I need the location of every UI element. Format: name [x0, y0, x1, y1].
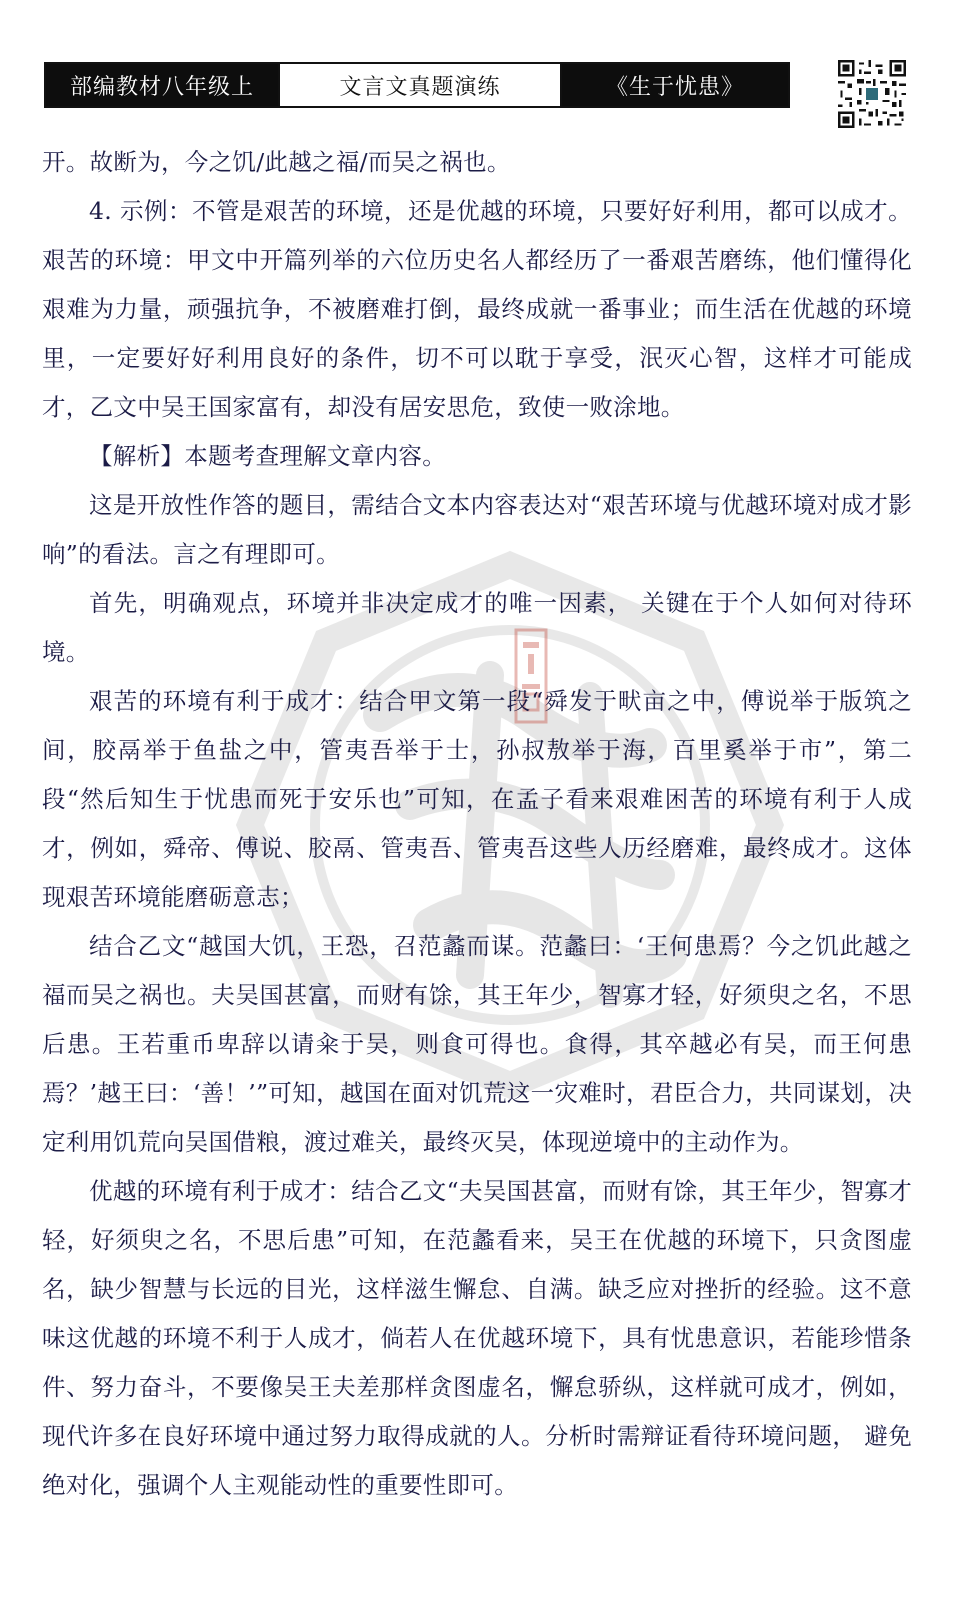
paragraph-open-question: 这是开放性作答的题目，需结合文本内容表达对“艰苦环境与优越环境对成才影响”的看法。言之有理即可。 [42, 491, 912, 568]
answer-content [42, 138, 912, 1510]
paragraph-analysis-heading: 【解析】本题考查理解文章内容。 [89, 442, 446, 470]
paragraph-continuation: 开。故断为，今之饥/此越之福/而吴之祸也。 [42, 148, 511, 176]
qr-code-icon [838, 60, 906, 128]
page-header [44, 62, 790, 108]
paragraph-first-point: 首先，明确观点，环境并非决定成才的唯一因素， 关键在于个人如何对待环境。 [42, 589, 912, 666]
header-textbook: 部编教材八年级上 [46, 64, 278, 106]
header-section: 文言文真题演练 [278, 64, 562, 106]
paragraph-comfort: 优越的环境有利于成才：结合乙文“夫吴国甚富，而财有馀，其王年少，智寡才轻，好须臾之名，不思后患”可知，在范蠡看来，吴王在优越的环境下，只贪图虚名，缺少智慧与长远的目光，这样滋生懈怠、自满。缺乏应对挫折的经验。这不意味这优越的环境不利于人成才，倘若人在优越环境下，具有忧患意识，若能珍惜条件、努力奋斗，不要像吴王夫差那样贪图虚名，懈怠骄纵，这样就可成才，例如，现代许多在良好环境中通过努力取得成就的人。分析时需辩证看待环境问题， 避免绝对化，强调个人主观能动性的重要性即可。 [42, 1177, 912, 1499]
paragraph-answer-4: 4. 示例：不管是艰苦的环境，还是优越的环境，只要好好利用，都可以成才。艰苦的环境：甲文中开篇列举的六位历史名人都经历了一番艰苦磨练，他们懂得化艰难为力量，顽强抗争，不被磨难打倒，最终成就一番事业；而生活在优越的环境里，一定要好好利用良好的条件，切不可以耽于享受，泯灭心智，这样才可能成才，乙文中吴王国家富有，却没有居安思危，致使一败涂地。 [42, 197, 912, 421]
paragraph-hardship: 艰苦的环境有利于成才：结合甲文第一段“舜发于畎亩之中，傅说举于版筑之间，胶鬲举于鱼盐之中，管夷吾举于士，孙叔敖举于海，百里奚举于市”，第二段“然后知生于忧患而死于安乐也”可知，在孟子看来艰难困苦的环境有利于人成才，例如，舜帝、傅说、胶鬲、管夷吾、管夷吾这些人历经磨难，最终成才。这体现艰苦环境能磨砺意志； [42, 687, 912, 911]
header-lesson: 《生于忧患》 [562, 64, 788, 106]
paragraph-text-b: 结合乙文“越国大饥，王恐，召范蠡而谋。范蠡曰：‘王何患焉？今之饥此越之福而吴之祸也。夫吴国甚富，而财有馀，其王年少，智寡才轻，好须臾之名，不思后患。王若重币卑辞以请籴于吴，则食可得也。食得，其卒越必有吴，而王何患焉？’越王曰：‘善！’”可知，越国在面对饥荒这一灾难时，君臣合力，共同谋划，决定利用饥荒向吴国借粮，渡过难关，最终灭吴，体现逆境中的主动作为。 [42, 932, 912, 1156]
